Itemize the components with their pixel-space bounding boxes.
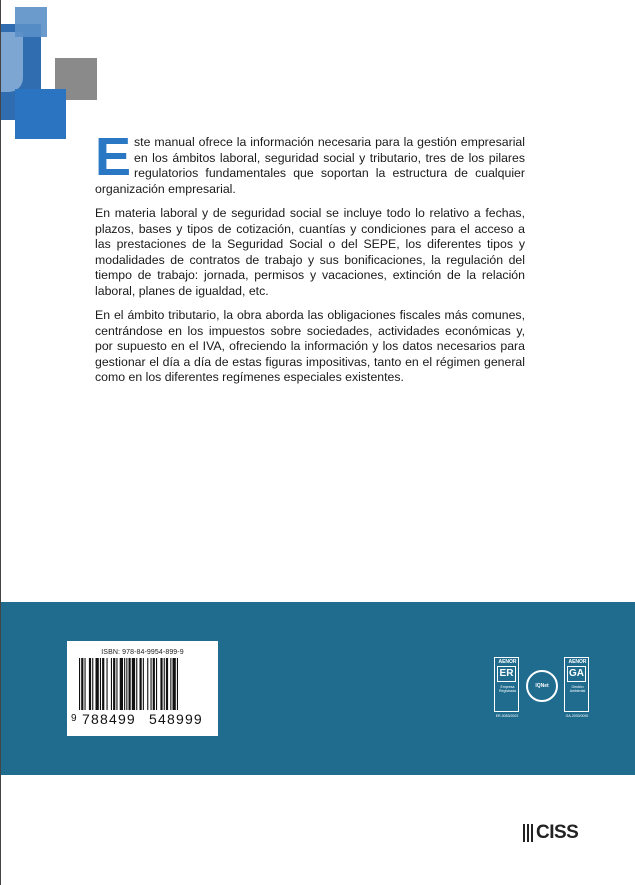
decor-square [15, 7, 47, 37]
aenor-er-logo [494, 657, 519, 718]
drop-cap: E [95, 127, 132, 187]
aenor-er-code: ER-0083/2002 [495, 714, 519, 718]
iqnet-logo [526, 670, 558, 702]
isbn-label: ISBN: 978-84-9954-899-9 [101, 649, 184, 656]
aenor-er-mark: ER [497, 666, 516, 682]
description-text [95, 127, 525, 395]
aenor-er-caption: Empresa Registrada [499, 685, 516, 693]
paragraph-1-text: ste manual ofrece la información necesaria para la gestión empresarial en los ámbitos laboral, seguridad social y tributario, tres de los pilares regulatorios fundamentales que soportan la estructura de cualquier organización empresarial. [95, 135, 525, 196]
barcode [67, 641, 218, 736]
aenor-ga-mark: GA [567, 666, 586, 682]
aenor-ga-org: AENOR [568, 659, 587, 665]
iqnet-label: IQNet [535, 683, 549, 689]
barcode-bars [79, 658, 209, 718]
paragraph-3: En el ámbito tributario, la obra aborda las obligaciones fiscales más comunes, centrándose en los impuestos sobre sociedades, actividades económicas y, por supuesto en el IVA, ofreciendo la información y los datos necesarios para gestionar el día a día de estas figuras impositivas, tanto en el régimen general como en los diferentes regímenes especiales existentes. [95, 308, 525, 384]
barcode-group-2: 548999 [149, 711, 203, 727]
barcode-first-digit: 9 [71, 713, 77, 724]
aenor-ga-logo [564, 657, 589, 718]
aenor-ga-code: GA-2003/0092 [565, 714, 589, 718]
logo-text: CISS [536, 822, 579, 843]
decor-square [15, 89, 66, 139]
aenor-er-org: AENOR [498, 659, 517, 665]
ciss-logo [523, 822, 578, 844]
aenor-ga-caption: Gestión Ambiental [569, 685, 586, 693]
barcode-group-1: 788499 [82, 711, 136, 727]
paragraph-1 [95, 127, 525, 197]
paragraph-2: En materia laboral y de seguridad social se incluye todo lo relativo a fechas, plazos, bases y tipos de cotización, cuantías y condiciones para el acceso a las prestaciones de la Seguridad Social o del SEPE, los diferentes tipos y modalidades de contratos de trabajo y sus bonificaciones, la regulación del tiempo de trabajo: jornada, permisos y vacaciones, extinción de la relación laboral, planes de igualdad, etc. [95, 206, 525, 298]
decor-square [1, 32, 23, 92]
logo-bars-icon [523, 824, 533, 842]
